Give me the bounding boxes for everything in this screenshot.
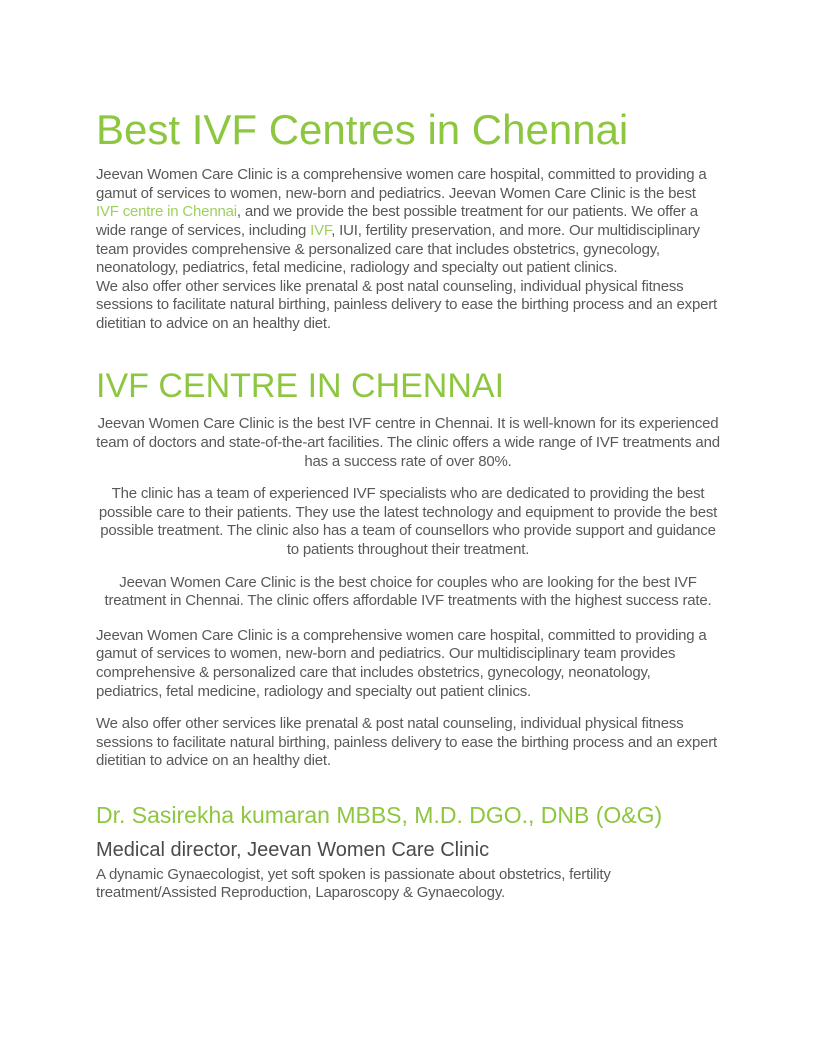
ivf-section-paragraph-2: The clinic has a team of experienced IVF specialists who are dedicated to providing the best possible care to their patients. They use the latest technology and equipment to provide the best possible treatment. The clinic also has a team of counsellors who provide support and guidance to patients throughout their treatment. <box>98 485 718 558</box>
ivf-link[interactable]: IVF <box>310 222 332 240</box>
about-clinic-block <box>96 627 720 771</box>
intro-text-3: , IUI, fertility preservation, and more. Our multidisciplinary team provides comprehensive & personalized care that includes obstetrics, gynecology, neonatology, pediatrics, fetal medicine, radiology and specialty out patient clinics. <box>96 222 700 277</box>
about-paragraph-2: We also offer other services like prenatal & post natal counseling, individual physical fitness sessions to facilitate natural birthing, painless delivery to ease the birthing process and an expert dietitian to advice on an healthy diet. <box>96 715 717 770</box>
ivf-centre-section-heading: IVF CENTRE IN CHENNAI <box>96 366 505 405</box>
doctor-bio: A dynamic Gynaecologist, yet soft spoken is passionate about obstetrics, fertility treatment/Assisted Reproduction, Laparoscopy & Gynaecology. <box>96 865 611 902</box>
ivf-section-paragraph-1: Jeevan Women Care Clinic is the best IVF centre in Chennai. It is well-known for its experienced team of doctors and state-of-the-art facilities. The clinic offers a wide range of IVF treatments and has a success rate of over 80%. <box>96 415 720 470</box>
doctor-name-heading: Dr. Sasirekha kumaran MBBS, M.D. DGO., DNB (O&G) <box>96 801 663 828</box>
about-paragraph-1: Jeevan Women Care Clinic is a comprehensive women care hospital, committed to providing a gamut of services to women, new-born and pediatrics. Our multidisciplinary team provides comprehensive & personalized care that includes obstetrics, gynecology, neonatology, pediatrics, fetal medicine, radiology and specialty out patient clinics. <box>96 626 707 700</box>
page-title: Best IVF Centres in Chennai <box>96 106 629 153</box>
ivf-centre-in-chennai-link[interactable]: IVF centre in Chennai <box>96 203 237 221</box>
intro-text-2: , and we provide the best possible treatment for our patients. We offer a wide range of services, including <box>96 203 698 240</box>
intro-text-4: We also offer other services like prenatal & post natal counseling, individual physical fitness sessions to facilitate natural birthing, painless delivery to ease the birthing process and an expert dietitian to advice on an healthy diet. <box>96 277 717 333</box>
intro-paragraph <box>96 166 720 333</box>
ivf-centre-section-body <box>96 415 720 610</box>
ivf-section-paragraph-3: Jeevan Women Care Clinic is the best choice for couples who are looking for the best IVF treatment in Chennai. The clinic offers affordable IVF treatments with the highest success rate. <box>104 573 712 610</box>
doctor-role-heading: Medical director, Jeevan Women Care Clinic <box>96 838 490 861</box>
intro-text-1: Jeevan Women Care Clinic is a comprehensive women care hospital, committed to providing a gamut of services to women, new-born and pediatrics. Jeevan Women Care Clinic is the best <box>96 166 707 202</box>
